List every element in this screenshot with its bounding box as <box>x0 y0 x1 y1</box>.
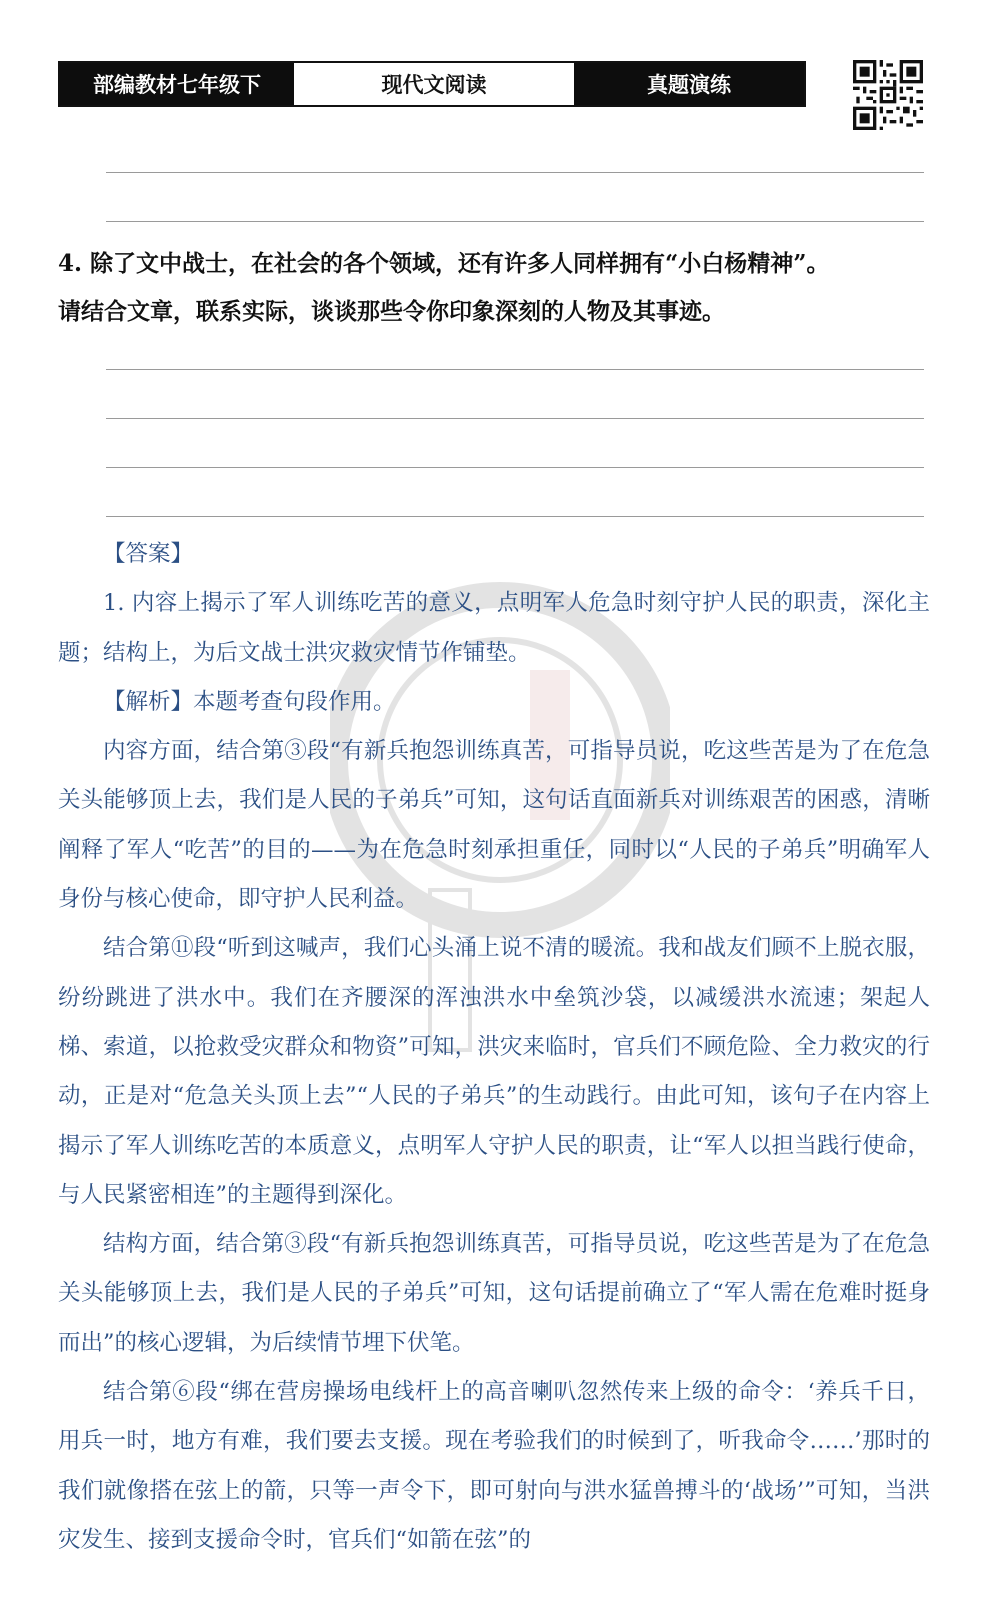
answer-heading: 【答案】 <box>103 541 194 567</box>
header-practice-label: 真题演练 <box>574 63 804 105</box>
answer-line <box>106 221 924 222</box>
analysis-paragraph: 内容方面，结合第③段“有新兵抱怨训练真苦，可指导员说，吃这些苦是为了在危急关头能够顶上去，我们是人民的子弟兵”可知，这句话直面新兵对训练艰苦的困惑，清晰阐释了军人“吃苦”的目的——为在危急时刻承担重任，同时以“人民的子弟兵”明确军人身份与核心使命，即守护人民利益。 <box>58 738 930 913</box>
question-4 <box>58 240 938 336</box>
answer-line <box>106 369 924 370</box>
header-section-label: 现代文阅读 <box>294 63 574 105</box>
analysis-paragraph: 结合第⑥段“绑在营房操场电线杆上的高音喇叭忽然传来上级的命令：‘养兵千日，用兵一时，地方有难，我们要去支援。现在考验我们的时候到了，听我命令……’那时的我们就像搭在弦上的箭，只等一声令下，即可射向与洪水猛兽搏斗的‘战场’”可知，当洪灾发生、接到支援命令时，官兵们“如箭在弦”的 <box>58 1379 930 1553</box>
analysis-paragraph: 结合第⑪段“听到这喊声，我们心头涌上说不清的暖流。我和战友们顾不上脱衣服，纷纷跳进了洪水中。我们在齐腰深的浑浊洪水中垒筑沙袋，以减缓洪水流速；架起人梯、索道，以抢救受灾群众和物资”可知，洪灾来临时，官兵们不顾危险、全力救灾的行动，正是对“危急关头顶上去”“人民的子弟兵”的生动践行。由此可知，该句子在内容上揭示了军人训练吃苦的本质意义，点明军人守护人民的职责，让“军人以担当践行使命，与人民紧密相连”的主题得到深化。 <box>58 935 930 1208</box>
analysis-paragraph: 结构方面，结合第③段“有新兵抱怨训练真苦，可指导员说，吃这些苦是为了在危急关头能够顶上去，我们是人民的子弟兵”可知，这句话提前确立了“军人需在危难时挺身而出”的核心逻辑，为后续情节埋下伏笔。 <box>58 1231 930 1356</box>
analysis-heading: 【解析】本题考查句段作用。 <box>103 688 396 715</box>
header-bar <box>58 61 806 107</box>
answer-line <box>106 516 924 517</box>
answer-1: 1. 内容上揭示了军人训练吃苦的意义，点明军人危急时刻守护人民的职责，深化主题；结构上，为后文战士洪灾救灾情节作铺垫。 <box>58 590 930 666</box>
question-4-line-1: 4. 除了文中战士，在社会的各个领域，还有许多人同样拥有“小白杨精神”。 <box>58 250 830 277</box>
answer-line <box>106 418 924 419</box>
answer-line <box>106 172 924 173</box>
answer-section <box>58 530 930 1565</box>
qr-code-icon <box>853 60 923 130</box>
answer-line <box>106 467 924 468</box>
header-grade-label: 部编教材七年级下 <box>60 63 294 105</box>
question-4-line-2: 请结合文章，联系实际，谈谈那些令你印象深刻的人物及其事迹。 <box>58 298 725 325</box>
